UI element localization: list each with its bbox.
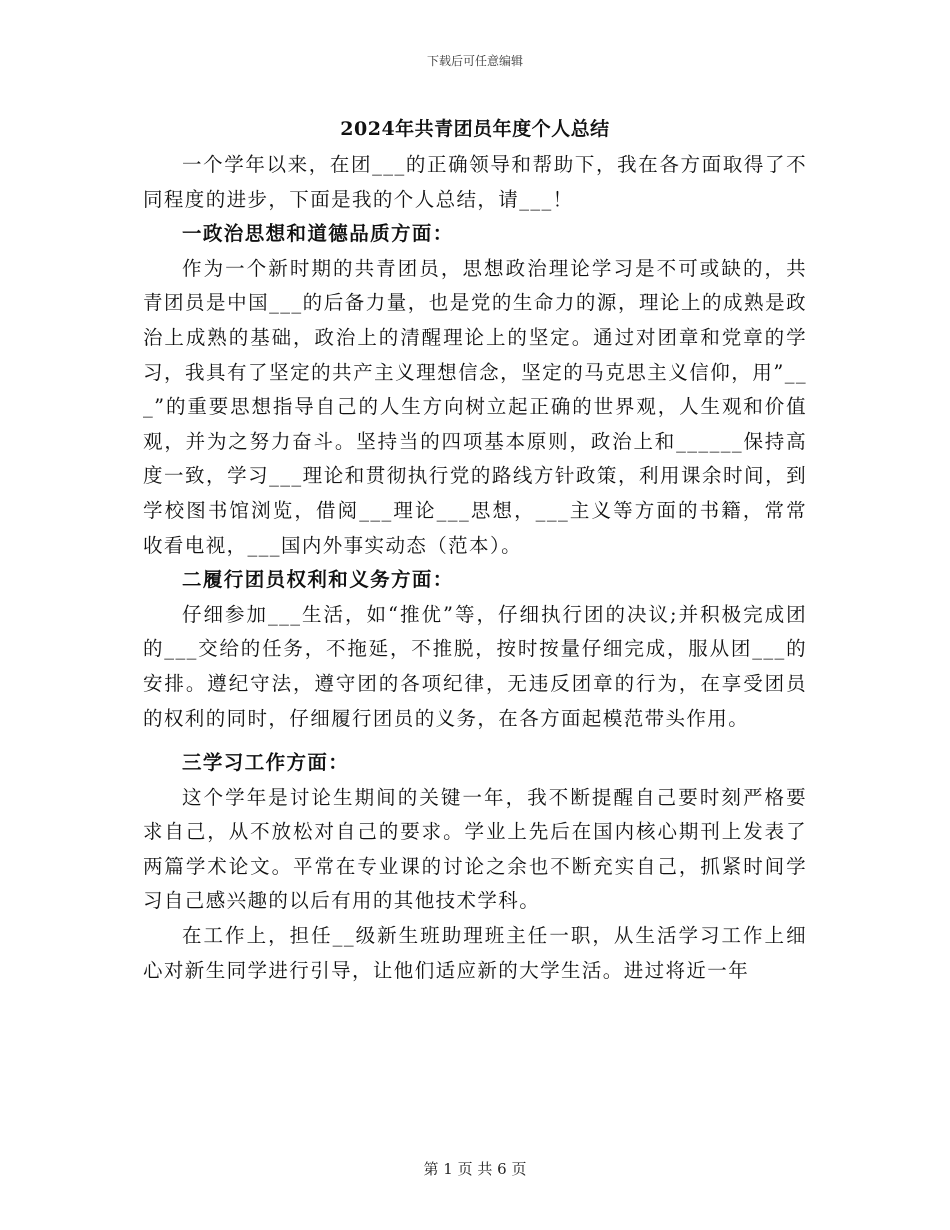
section-work-paragraph: 在工作上，担任__级新生班助理班主任一职，从生活学习工作上细心对新生同学进行引导，让他们适应新的大学生活。进过将近一年 [143, 924, 807, 982]
paragraph-spacer [143, 736, 807, 746]
section-study-paragraph: 这个学年是讨论生期间的关键一年，我不断提醒自己要时刻严格要求自己，从不放松对自己的要求。学业上先后在国内核心期刊上发表了两篇学术论文。平常在专业课的讨论之余也不断充实自己，抓紧时间学习自己感兴趣的以后有用的其他技术学科。 [143, 785, 807, 913]
document-body [143, 148, 807, 988]
document-title: 2024年共青团员年度个人总结 [340, 118, 610, 140]
section-heading-duties: 二履行团员权利和义务方面： [182, 568, 454, 592]
page-footer: 第 1 页 共 6 页 [423, 1160, 527, 1178]
header-note: 下载后可任意编辑 [426, 54, 523, 68]
intro-paragraph: 一个学年以来，在团___的正确领导和帮助下，我在各方面取得了不同程度的进步，下面是我的个人总结，请___！ [143, 153, 807, 211]
section-duties-paragraph: 仔细参加___生活，如“推优”等，仔细执行团的决议;并积极完成团的___交给的任务，不拖延，不推脱，按时按量仔细完成，服从团___的安排。遵纪守法，遵守团的各项纪律，无违反团章的行为，在享受团员的权利的同时，仔细履行团员的义务，在各方面起模范带头作用。 [143, 602, 807, 730]
section-heading-study-work: 三学习工作方面： [182, 751, 350, 775]
section-political-paragraph: 作为一个新时期的共青团员，思想政治理论学习是不可或缺的，共青团员是中国___的后备力量，也是党的生命力的源，理论上的成熟是政治上成熟的基础，政治上的清醒理论上的坚定。通过对团章和党章的学习，我具有了坚定的共产主义理想信念，坚定的马克思主义信仰，用”___”的重要思想指导自己的人生方向树立起正确的世界观，人生观和价值观，并为之努力奋斗。坚持当的四项基本原则，政治上和______保持高度一致，学习___理论和贯彻执行党的路线方针政策，利用课余时间，到学校图书馆浏览，借阅___理论___思想，___主义等方面的书籍，常常收看电视，___国内外事实动态（范本）。 [143, 256, 807, 557]
section-heading-political: 一政治思想和道德品质方面： [182, 222, 454, 246]
